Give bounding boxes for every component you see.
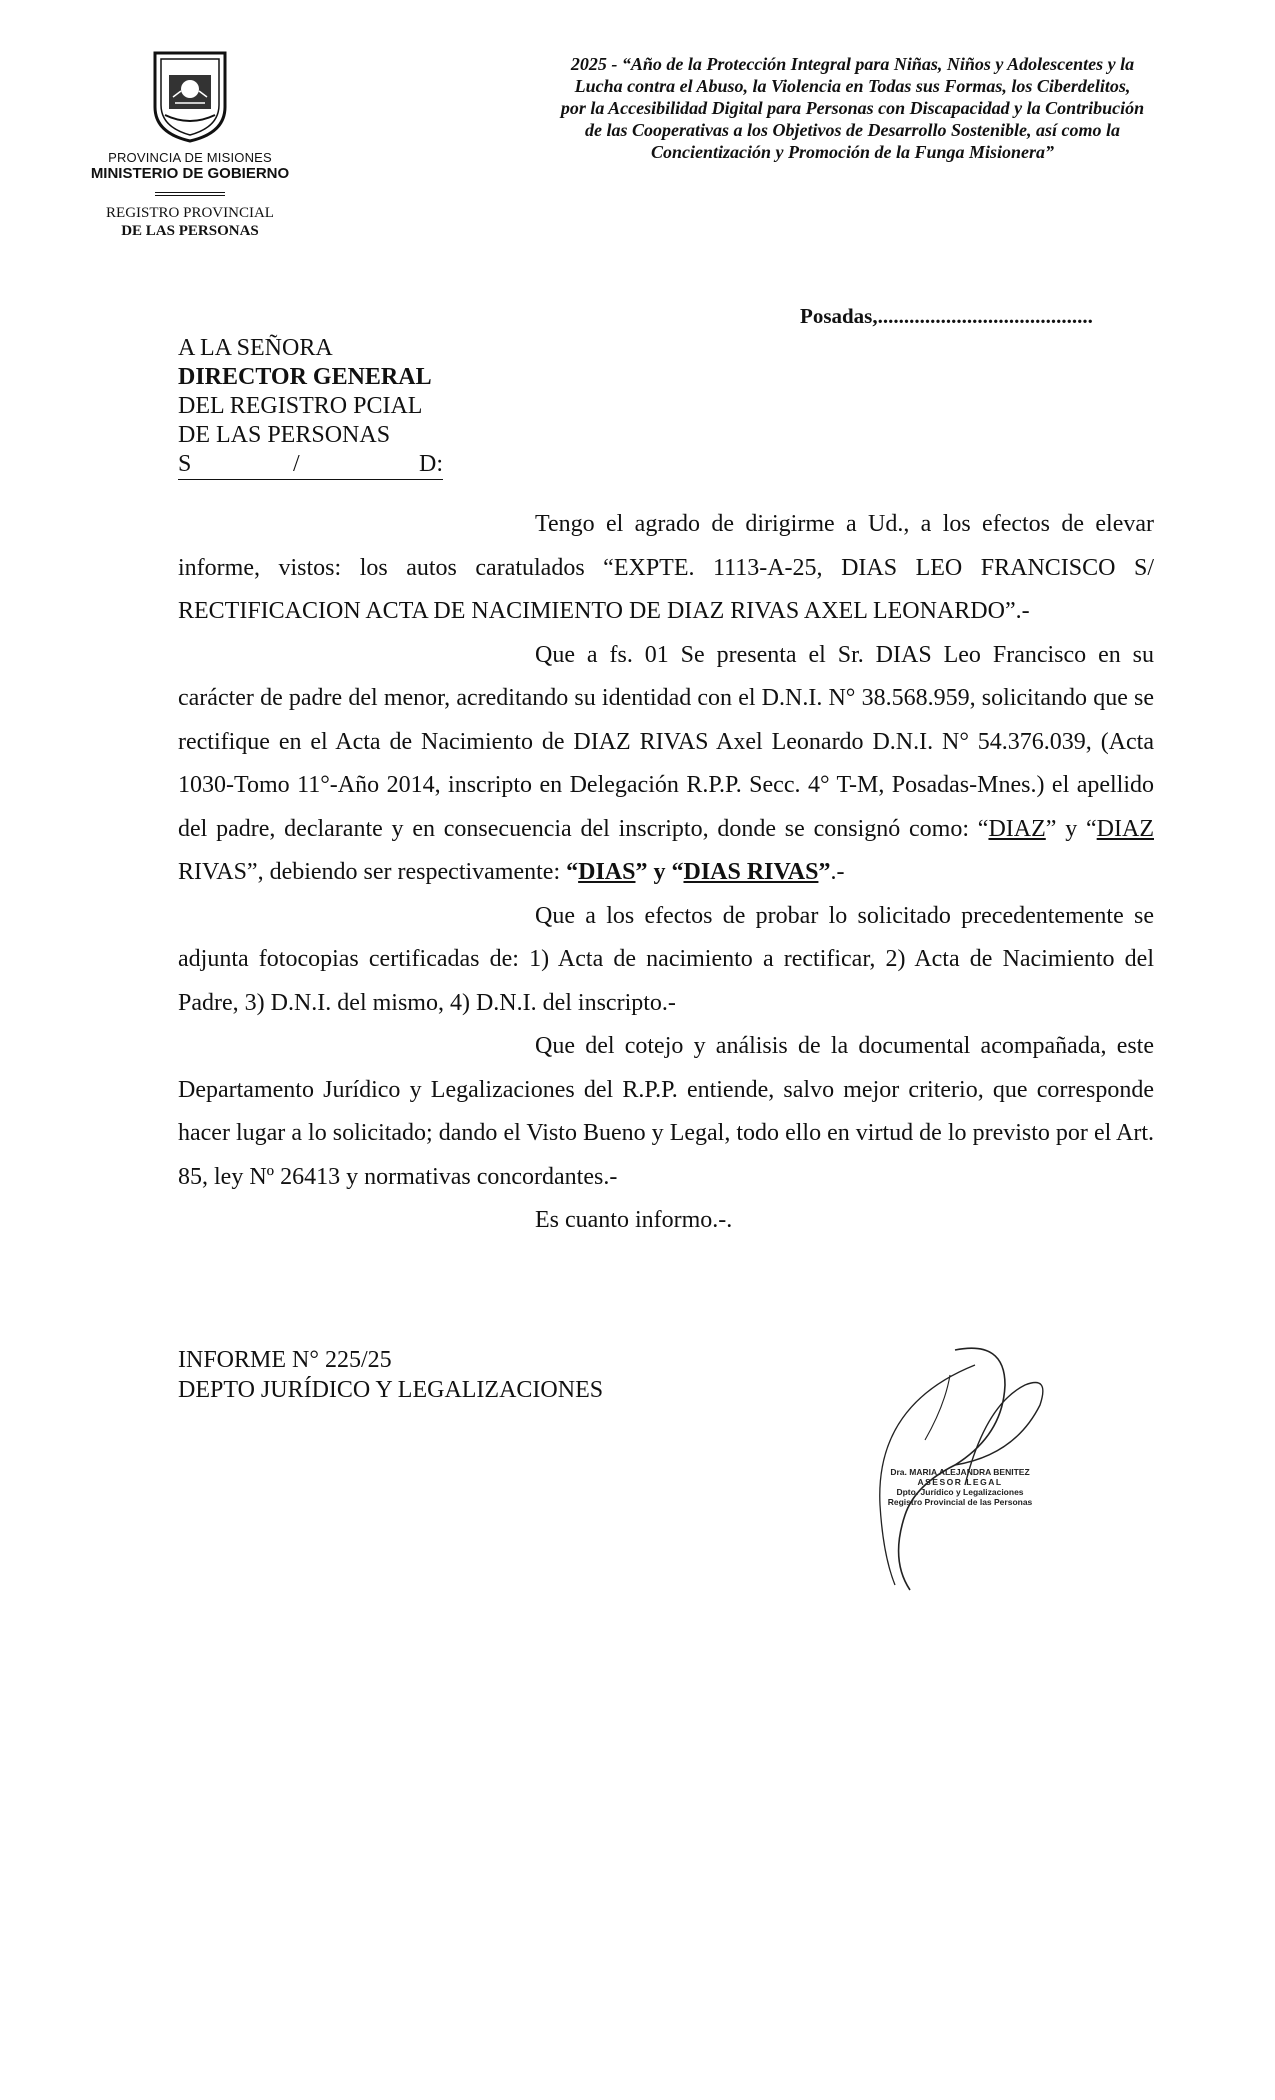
addressee-line: DEL REGISTRO PCIAL [178,393,423,419]
quote-mark: “ [566,859,579,885]
paragraph-3: Que a los efectos de probar lo solicitado precedentemente se adjunta fotocopias certificadas de: 1) Acta de nacimiento a rectificar, 2) Acta de Nacimiento del Padre, 3) D.N.I. del mismo, 4) D.N.I. del inscripto.- [178,902,1154,1016]
sd-s: S [178,451,192,477]
paragraph-2-text: Que a fs. 01 Se presenta el Sr. DIAS Leo Francisco en su carácter de padre del menor, acreditando su identidad con el D.N.I. N° 38.568.959, solicitando que se rectifique en el Acta de Nacimiento de DIAZ RIVAS Axel Leonardo D.N.I. N° 54.376.039, (Acta 1030-Tomo 11°-Año 2014, inscripto en Delegación R.P.P. Secc. 4° T-M, Posadas-Mnes.) el apellido del padre, declarante y en consecuencia del inscripto, donde se consignó como: “ [178,641,1154,842]
paragraph-2 [178,634,1154,895]
motto-line: de las Cooperativas a los Objetivos de Desarrollo Sostenible, así como la [585,120,1120,140]
sd-d: D: [419,451,443,477]
quote-mark: ” [818,859,831,885]
addressee-line: A LA SEÑORA [178,335,333,361]
ministry-name: MINISTERIO DE GOBIERNO [90,165,290,182]
place-date: Posadas,......................................... [800,304,1093,328]
su-despacho-line [178,450,443,480]
stamp-department: Dpto. Jurídico y Legalizaciones [896,1487,1024,1497]
department-name: DEPTO JURÍDICO Y LEGALIZACIONES [178,1377,604,1403]
paragraph-2-text: .- [830,859,845,885]
motto-line: por la Accesibilidad Digital para Personas con Discapacidad y la Contribución [560,98,1145,118]
registry-name-line1: REGISTRO PROVINCIAL [106,205,274,221]
motto-line: Concientización y Promoción de la Funga Misionera” [650,142,1055,162]
ministry-logo-block [60,45,320,240]
registry-name-line2: DE LAS PERSONAS [121,223,259,239]
report-body [178,503,1154,1243]
surname-dias-2: DIAS RIVAS [683,859,819,885]
report-number: INFORME N° 225/25 [178,1347,392,1373]
quote-mark: ” y “ [635,859,684,885]
addressee-block [178,334,443,480]
motto-line: Lucha contra el Abuso, la Violencia en Todas sus Formas, los Ciberdelitos, [574,76,1131,96]
stamp-name: Dra. MARIA ALEJANDRA BENITEZ [890,1467,1030,1477]
stamp-registry: Registro Provincial de las Personas [887,1497,1033,1507]
motto-line: 2025 - “Año de la Protección Integral para Niñas, Niños y Adolescentes y la [570,54,1135,74]
stamp-title: ASESOR LEGAL [917,1477,1003,1487]
legal-advisor-stamp [870,1467,1050,1507]
report-footer [178,1345,603,1405]
paragraph-1: Tengo el agrado de dirigirme a Ud., a los efectos de elevar informe, vistos: los autos caratulados “EXPTE. 1113-A-25, DIAS LEO FRANCISCO S/ RECTIFICACION ACTA DE NACIMIENTO DE DIAZ RIVAS AXEL LEONARDO”.- [178,511,1154,624]
surname-dias-1: DIAS [578,859,636,885]
addressee-title: DIRECTOR GENERAL [178,364,432,390]
paragraph-5: Es cuanto informo.-. [535,1207,733,1233]
surname-diaz-1: DIAZ [988,815,1046,842]
sd-slash: / [293,451,300,477]
year-motto [495,53,1210,163]
provincia-de-misiones-seal-icon [145,45,235,145]
surname-diaz-2: DIAZ [1096,815,1154,842]
addressee-line: DE LAS PERSONAS [178,422,391,448]
header-divider [155,192,225,196]
province-name: PROVINCIA DE MISIONES [108,150,272,165]
paragraph-4: Que del cotejo y análisis de la documental acompañada, este Departamento Jurídico y Legalizaciones del R.P.P. entiende, salvo mejor criterio, que corresponde hacer lugar a lo solicitado; dando el Visto Bueno y Legal, todo ello en virtud de lo previsto por el Art. 85, ley Nº 26413 y normativas concordantes.- [178,1033,1154,1190]
paragraph-2-text: ” y “ [1045,815,1097,842]
paragraph-2-text: RIVAS”, debiendo ser respectivamente: [178,859,567,885]
